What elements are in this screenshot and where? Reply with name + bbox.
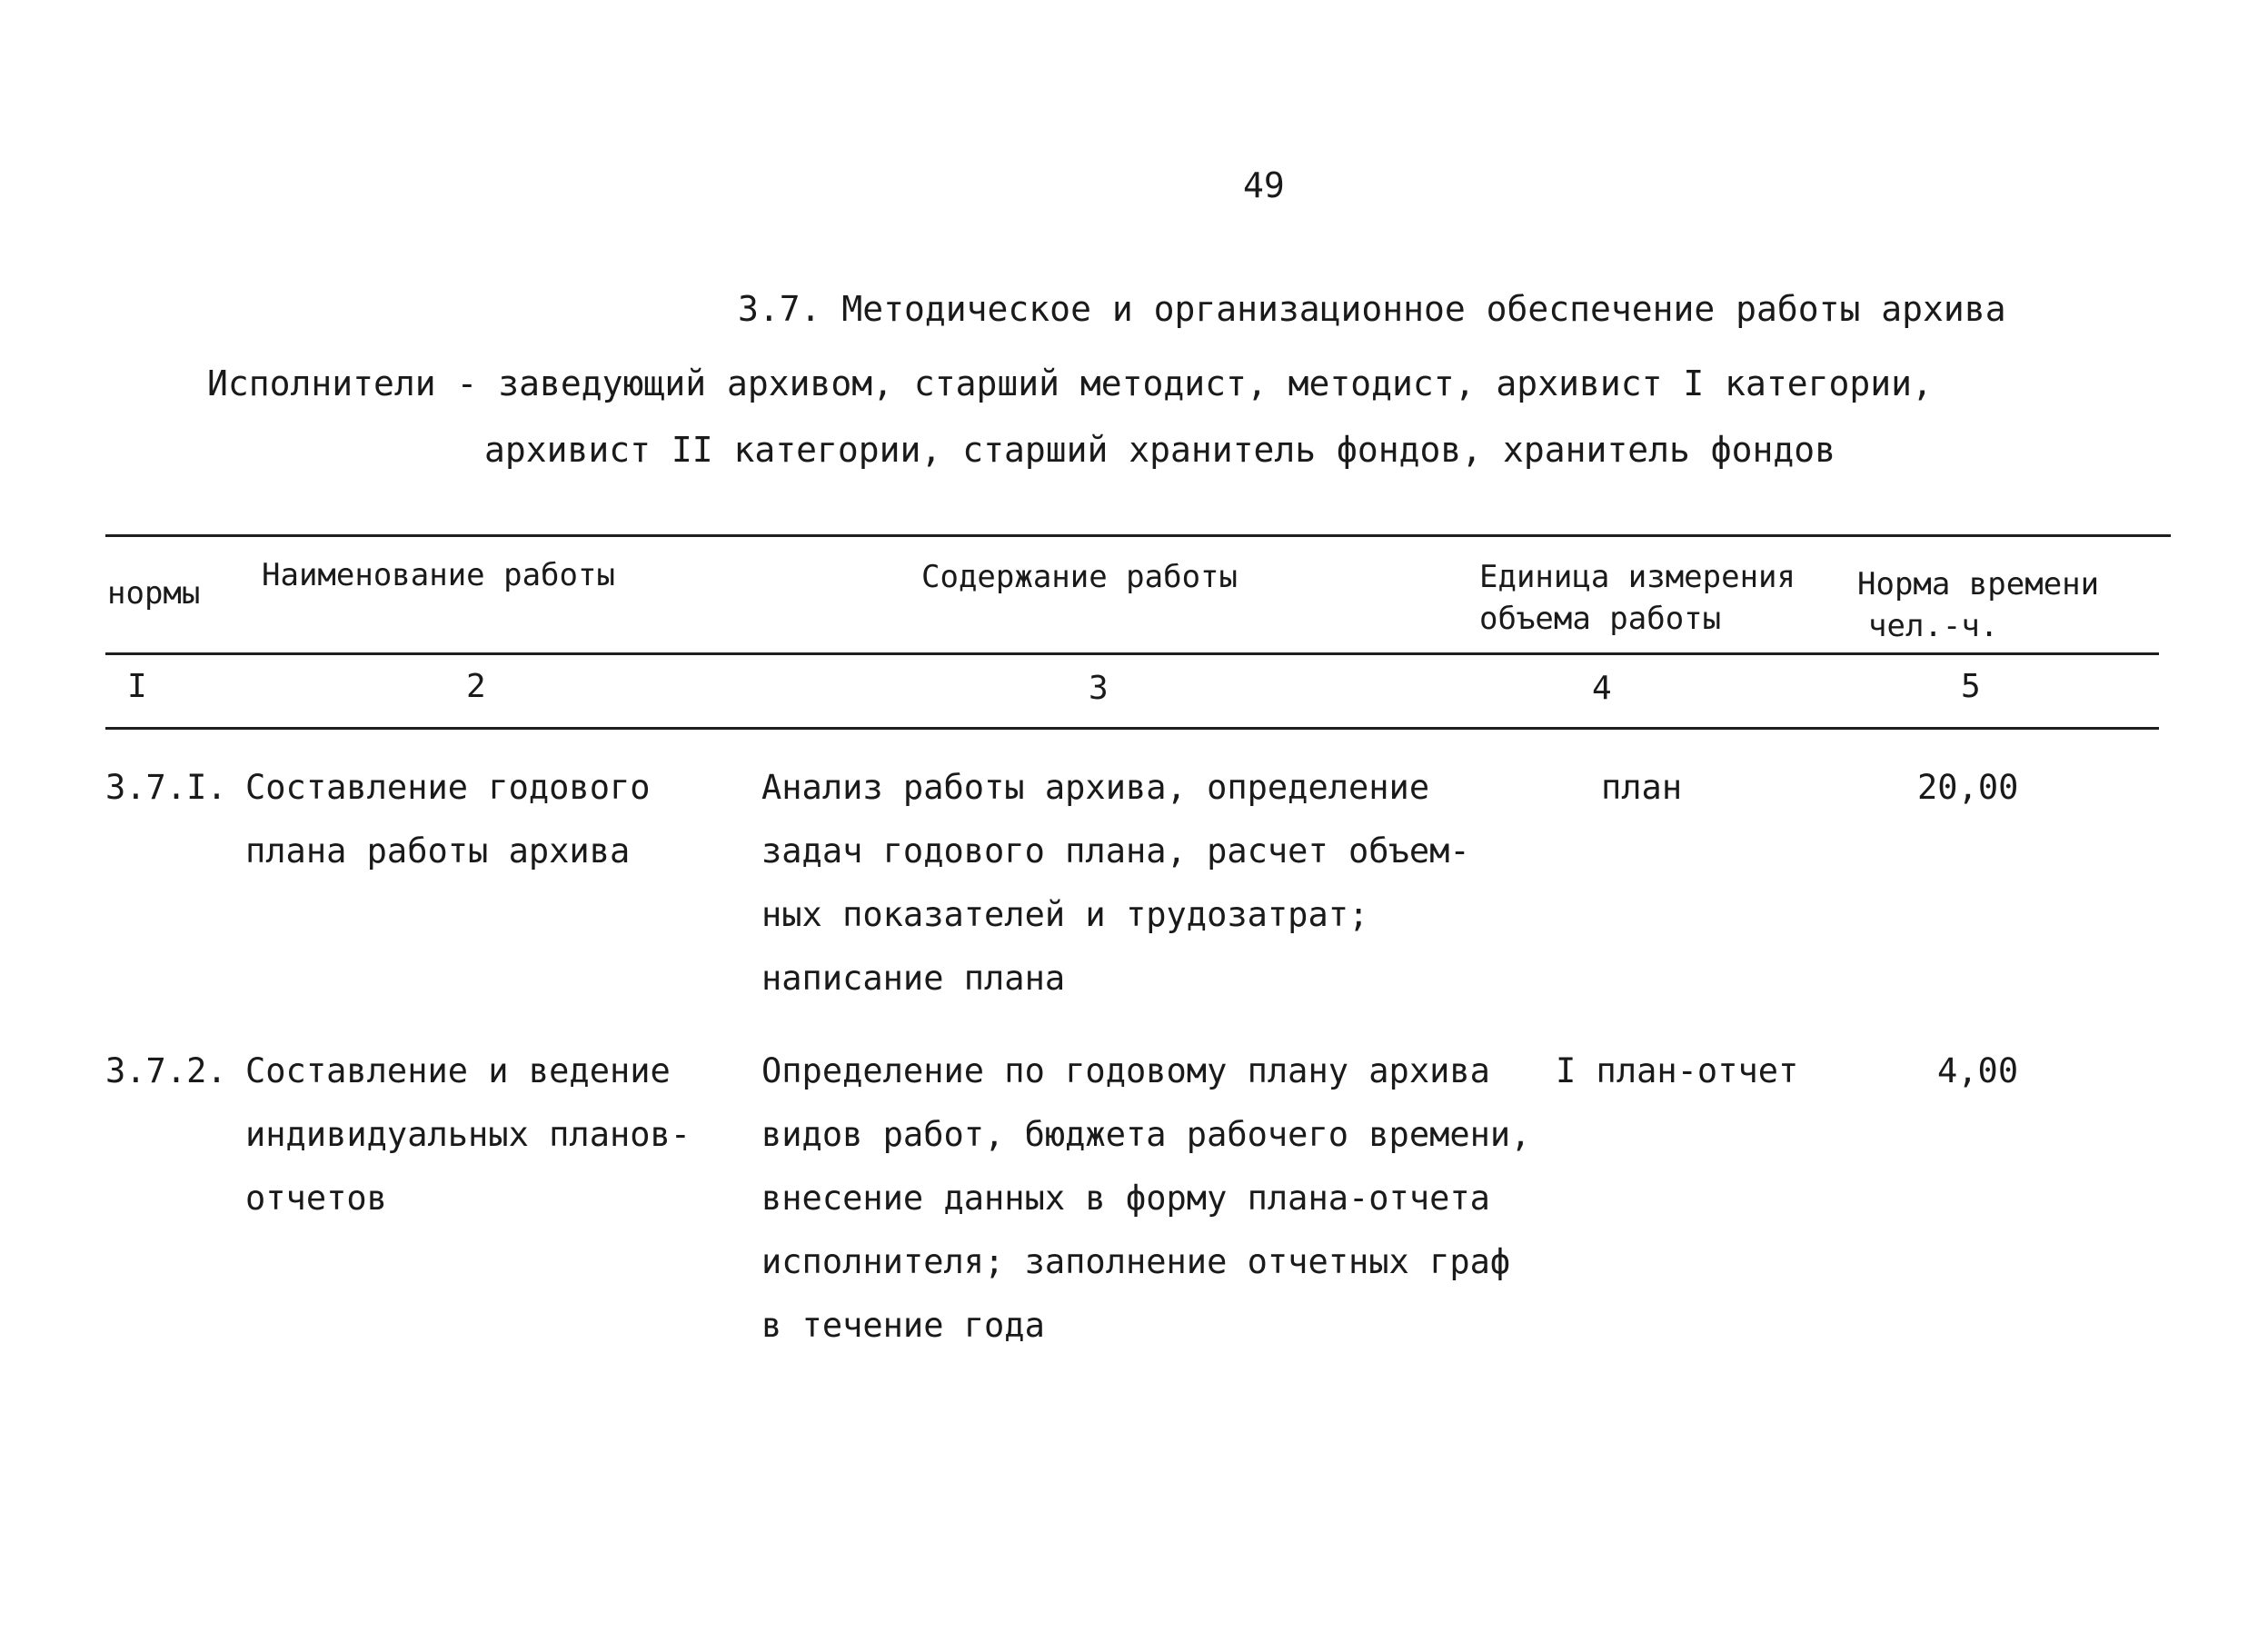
header-bottom-rule	[105, 652, 2159, 655]
row-1-name-line: плана работы архива	[245, 831, 631, 871]
row-2-content-line: Определение по годовому плану архива	[761, 1051, 1490, 1090]
header-col-unit-line2: объема работы	[1479, 601, 1722, 637]
row-2-content	[761, 1040, 1530, 1358]
column-number-5: 5	[1961, 668, 1981, 705]
row-1-unit: план	[1601, 768, 1683, 807]
row-2-name-line: отчетов	[245, 1179, 387, 1218]
column-number-3: 3	[1089, 670, 1109, 707]
column-numbers-bottom-rule	[105, 727, 2159, 730]
table-top-rule	[105, 534, 2171, 537]
row-1-content-line: ных показателей и трудозатрат;	[761, 895, 1369, 934]
header-col-number: нормы	[107, 575, 201, 612]
row-2-content-line: исполнителя; заполнение отчетных граф	[761, 1242, 1511, 1281]
row-1-content-line: написание плана	[761, 959, 1066, 998]
row-2-unit: I план-отчет	[1556, 1051, 1799, 1090]
row-1-name	[245, 756, 651, 883]
header-col-norm-line2: чел.-ч.	[1868, 608, 1999, 644]
column-number-4: 4	[1592, 670, 1612, 707]
row-2-content-line: внесение данных в форму плана-отчета	[761, 1179, 1490, 1218]
row-2-norm: 4,00	[1937, 1051, 2019, 1090]
row-2-content-line: в течение года	[761, 1306, 1045, 1345]
header-col-name: Наименование работы	[262, 557, 615, 593]
executors-line-1: Исполнители - заведующий архивом, старший методист, методист, архивист I категории,	[207, 363, 1933, 403]
executors-line-2: архивист II категории, старший хранитель фондов, хранитель фондов	[484, 430, 1836, 470]
row-1-name-line: Составление годового	[245, 768, 651, 807]
row-2-name-line: индивидуальных планов-	[245, 1115, 691, 1154]
column-number-2: 2	[466, 668, 486, 705]
header-col-unit-line1: Единица измерения	[1479, 559, 1796, 595]
header-col-content: Содержание работы	[921, 559, 1238, 595]
row-1-content	[761, 756, 1470, 1010]
row-1-norm: 20,00	[1917, 768, 2019, 807]
row-2-content-line: видов работ, бюджета рабочего времени,	[761, 1115, 1531, 1154]
row-1-content-line: задач годового плана, расчет объем-	[761, 831, 1470, 871]
header-col-norm-line1: Норма времени	[1857, 566, 2100, 602]
section-title: Методическое и организационное обеспечение работы архива	[841, 289, 2006, 329]
page-number: 49	[1243, 165, 1285, 205]
row-1-number: 3.7.I.	[105, 768, 227, 807]
section-heading	[738, 289, 2006, 329]
header-col-norm	[1857, 563, 2099, 647]
row-1-content-line: Анализ работы архива, определение	[761, 768, 1430, 807]
row-2-name-line: Составление и ведение	[245, 1051, 671, 1090]
row-2-name	[245, 1040, 691, 1230]
header-col-unit	[1479, 556, 1796, 640]
row-2-number: 3.7.2.	[105, 1051, 227, 1090]
section-number: 3.7.	[738, 289, 821, 329]
column-number-1: I	[127, 668, 147, 705]
